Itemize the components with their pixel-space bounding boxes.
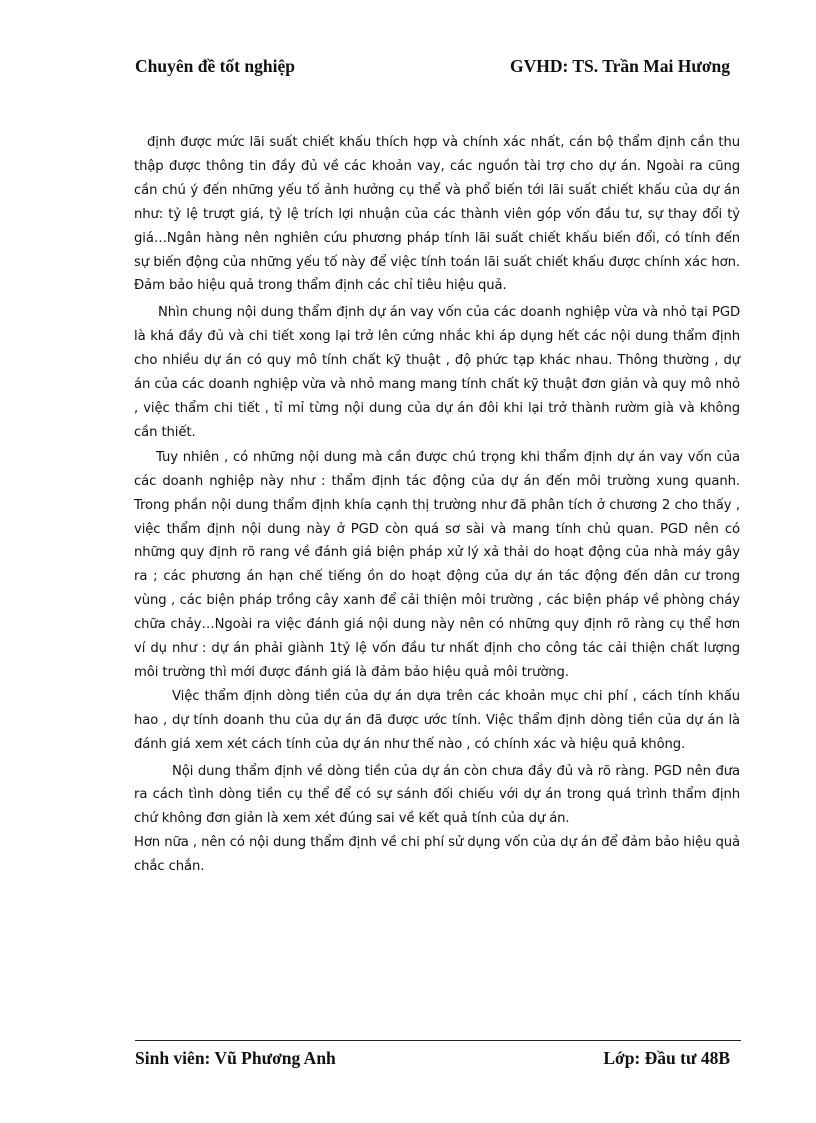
footer-divider bbox=[135, 1040, 741, 1041]
footer-student: Sinh viên: Vũ Phương Anh bbox=[135, 1048, 336, 1068]
paragraph-4: Việc thẩm định dòng tiền của dự án dựa trên các khoản mục chi phí , cách tính khấu hao , dự tính doanh thu của dự án đã được ước tính. Việc thẩm định dòng tiền của dự án là đánh giá xem xét cách tính của dự án như thế nào , có chính xác và hiệu quả không. bbox=[134, 688, 740, 752]
footer-class: Lớp: Đầu tư 48B bbox=[603, 1048, 730, 1068]
body-text bbox=[134, 131, 740, 879]
paragraph-3: Tuy nhiên , có những nội dung mà cần được chú trọng khi thẩm định dự án vay vốn của các doanh nghiệp này như : thẩm định tác động của dự án đến môi trường xung quanh. Trong phần nội dung thẩm định khía cạnh thị trường như đã phân tích ở chương 2 cho thấy , việc thẩm định nội dung này ở PGD còn quá sơ sài và mang tính chủ quan. PGD nên có những quy định rõ rang về đánh giá biện pháp xử lý xả thải do hoạt động của nhà máy gây ra ; các phương án hạn chế tiếng ồn do hoạt động của dự án tác động đến dân cư trong vùng , các biện pháp trồng cây xanh để cải thiện môi trường , các biện pháp về phòng cháy chữa chảy…Ngoài ra việc đánh giá nội dung này nên có những quy định rõ ràng cụ thể hơn ví dụ như : dự án phải giành 1tỷ lệ vốn đầu tư nhất định cho công tác cải thiện chất lượng môi trường thì mới được đánh giá là đảm bảo hiệu quả môi trường. bbox=[134, 449, 740, 680]
paragraph-2: Nhìn chung nội dung thẩm định dự án vay vốn của các doanh nghiệp vừa và nhỏ tại PGD là khá đầy đủ và chi tiết xong lại trở lên cứng nhắc khi áp dụng hết các nội dung thẩm định cho nhiều dự án có quy mô tính chất kỹ thuật , độ phức tạp khác nhau. Thông thường , dự án của các doanh nghiệp vừa và nhỏ mang mang tính chất kỹ thuật đơn giản và quy mô nhỏ , việc thẩm chi tiết , tỉ mỉ từng nội dung của dự án đôi khi lại trở thành rườm già và không cần thiết. bbox=[134, 305, 740, 440]
paragraph-5: Nội dung thẩm định về dòng tiền của dự án còn chưa đầy đủ và rõ ràng. PGD nên đưa ra cách tình dòng tiền cụ thể để có sự sánh đối chiếu với dự án trong quá trình thẩm định chứ không đơn giản là xem xét đúng sai về kết quả tính của dự án. bbox=[134, 763, 740, 827]
page-footer bbox=[135, 1048, 730, 1074]
header-advisor: GVHD: TS. Trần Mai Hương bbox=[509, 56, 730, 76]
paragraph-6: Hơn nữa , nên có nội dung thẩm định về chi phí sử dụng vốn của dự án để đảm bảo hiệu quả chắc chắn. bbox=[134, 835, 740, 875]
header-title: Chuyên đề tốt nghiệp bbox=[135, 56, 295, 76]
page-header bbox=[135, 56, 730, 82]
paragraph-1: định được mức lãi suất chiết khấu thích hợp và chính xác nhất, cán bộ thẩm định cần thu thập được thông tin đầy đủ về các khoản vay, các nguồn tài trợ cho dự án. Ngoài ra cũng cần chú ý đến những yếu tố ảnh hưởng cụ thể và phổ biến tới lãi suất chiết khấu của dự án như: tỷ lệ trượt giá, tỷ lệ trích lợi nhuận của các thành viên góp vốn đầu tư, sự thay đổi tỷ giá…Ngân hàng nên nghiên cứu phương pháp tính lãi suất chiết khấu biến đổi, có tính đến sự biến động của những yếu tố này để việc tính toán lãi suất chiết khấu được chính xác hơn. Đảm bảo hiệu quả trong thẩm định các chỉ tiêu hiệu quả. bbox=[134, 135, 740, 294]
